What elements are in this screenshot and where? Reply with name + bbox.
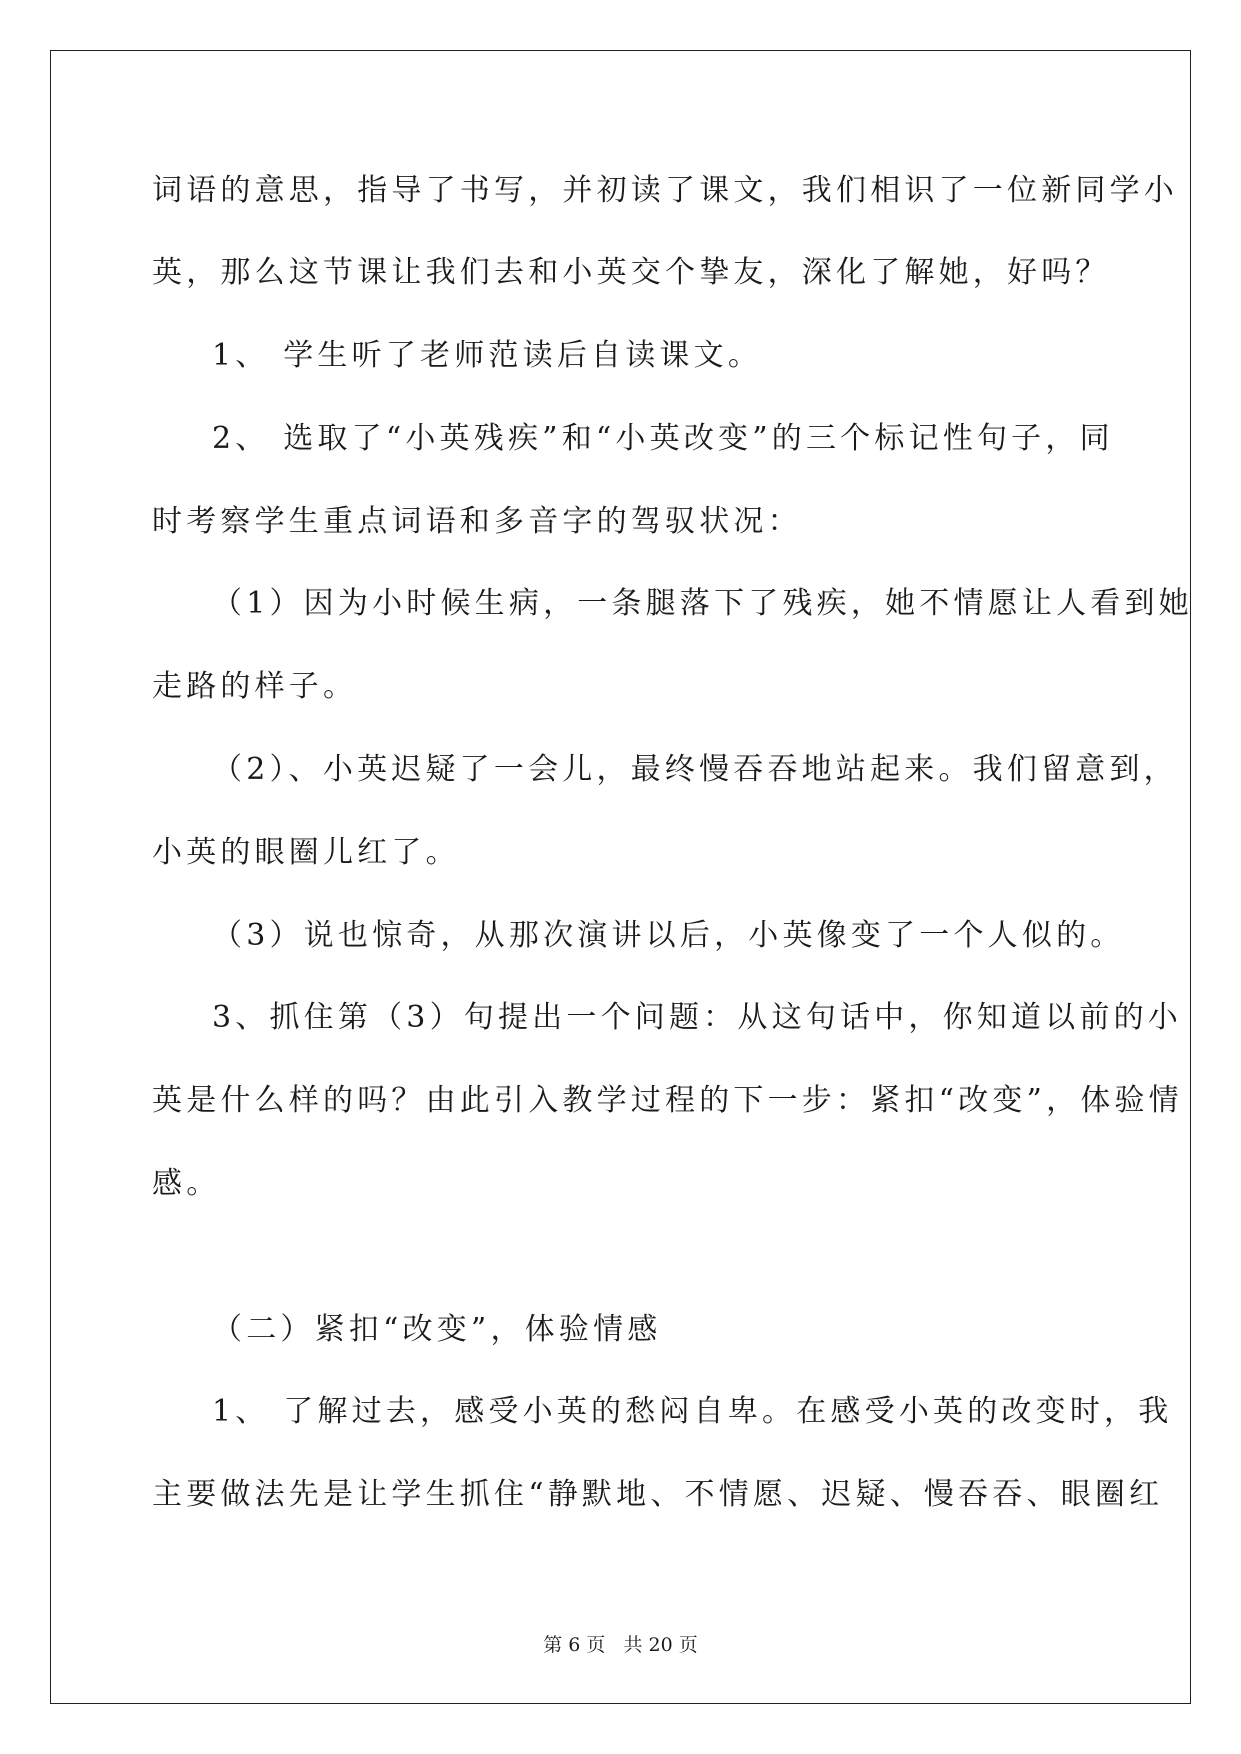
paragraph-line: 主要做法先是让学生抓住“静默地、不情愿、迟疑、慢吞吞、眼圈红 xyxy=(152,1477,1164,1512)
paragraph-line: 英是什么样的吗？由此引入教学过程的下一步：紧扣“改变”，体验情 xyxy=(152,1083,1183,1118)
paragraph-line: 感。 xyxy=(152,1166,221,1201)
paragraph-line: 3、抓住第（3）句提出一个问题：从这句话中，你知道以前的小 xyxy=(212,1000,1182,1035)
page-number-footer: 第 6 页 共 20 页 xyxy=(543,1634,698,1656)
paragraph-line: （1）因为小时候生病，一条腿落下了残疾，她不情愿让人看到她 xyxy=(212,586,1193,621)
paragraph-line: 走路的样子。 xyxy=(152,669,358,704)
page-border xyxy=(50,50,1191,1704)
paragraph-line: 时考察学生重点词语和多音字的驾驭状况： xyxy=(152,504,802,539)
section-heading: （二）紧扣“改变”，体验情感 xyxy=(212,1312,662,1347)
paragraph-line: （2）、小英迟疑了一会儿，最终慢吞吞地站起来。我们留意到， xyxy=(212,752,1178,787)
paragraph-line: 1、 了解过去，感受小英的愁闷自卑。在感受小英的改变时，我 xyxy=(212,1394,1173,1429)
paragraph-line: 1、 学生听了老师范读后自读课文。 xyxy=(212,338,763,373)
paragraph-line: 词语的意思，指导了书写，并初读了课文，我们相识了一位新同学小 xyxy=(152,173,1178,208)
paragraph-line: 2、 选取了“小英残疾”和“小英改变”的三个标记性句子，同 xyxy=(212,421,1114,456)
paragraph-line: 英，那么这节课让我们去和小英交个挚友，深化了解她，好吗？ xyxy=(152,255,1110,290)
paragraph-line: 小英的眼圈儿红了。 xyxy=(152,835,460,870)
paragraph-line: （3）说也惊奇，从那次演讲以后，小英像变了一个人似的。 xyxy=(212,918,1125,953)
